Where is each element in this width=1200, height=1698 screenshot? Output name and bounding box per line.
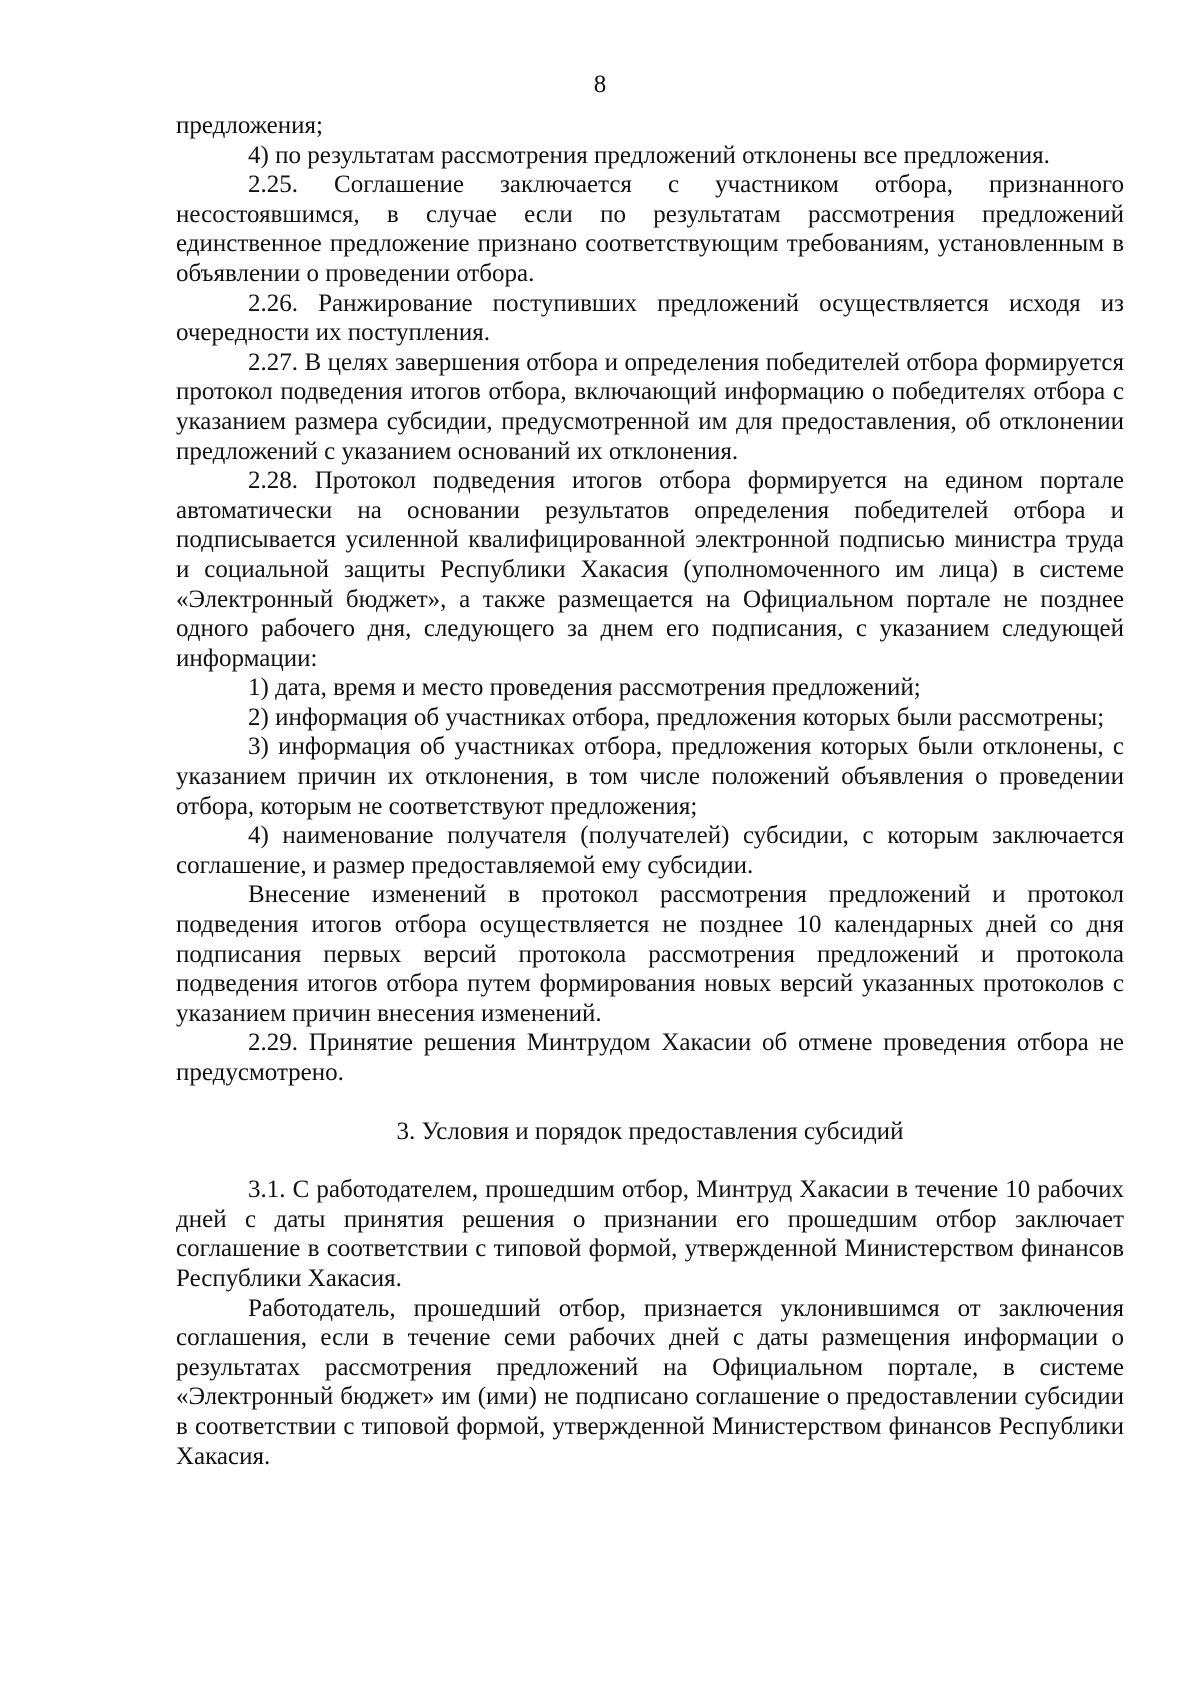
- document-body: [176, 111, 1124, 1471]
- paragraphs-before-heading: [176, 111, 1124, 1088]
- paragraph-continuation: предложения;: [176, 112, 323, 139]
- section-heading: 3. Условия и порядок предоставления субсидий: [396, 1117, 904, 1145]
- clause-2-25: 2.25. Соглашение заключается с участником отбора, признанного несостоявшимся, в случае если по результатам рассмотрения предложений единственное предложение признано соответствующим требованиям, установленным в объявлении о проведении отбора.: [176, 171, 1124, 287]
- list-item-4-recipient: 4) наименование получателя (получателей) субсидии, с которым заключается соглашение, и размер предоставляемой ему субсидии.: [176, 822, 1124, 879]
- clause-2-26: 2.26. Ранжирование поступивших предложений осуществляется исходя из очередности их поступления.: [176, 289, 1124, 347]
- list-item-4-all-rejected: 4) по результатам рассмотрения предложений отклонены все предложения.: [248, 141, 1050, 169]
- clause-2-28: 2.28. Протокол подведения итогов отбора формируется на едином портале автоматически на основании результатов определения победителей отбора и подписывается усиленной квалифицированной электронной подписью министра труда и социальной защиты Республики Хакасия (уполномоченного им лица) в системе «Электронный бюджет», а также размещается на Официальном портале не позднее одного рабочего дня, следующего за днем его подписания, с указанием следующей информации:: [176, 467, 1124, 672]
- clause-3-1: 3.1. С работодателем, прошедшим отбор, Минтруд Хакасии в течение 10 рабочих дней с даты принятия решения о признании его прошедшим отбор заключает соглашение в соответствии с типовой формой, утвержденной Министерством финансов Республики Хакасия.: [176, 1176, 1124, 1292]
- list-item-2-considered: 2) информация об участниках отбора, предложения которых были рассмотрены;: [248, 703, 1105, 731]
- paragraph-evasion: Работодатель, прошедший отбор, признается уклонившимся от заключения соглашения, если в течение семи рабочих дней с даты размещения информации о результатах рассмотрения предложений на Официальном портале, в системе «Электронный бюджет» им (ими) не подписано соглашение о предоставлении субсидии в соответствии с типовой формой, утвержденной Министерством финансов Республики Хакасия.: [176, 1294, 1124, 1470]
- list-item-3-rejected: 3) информация об участниках отбора, предложения которых были отклонены, с указанием причин их отклонения, в том числе положений объявления о проведении отбора, которым не соответствуют предложения;: [176, 733, 1124, 820]
- clause-2-29: 2.29. Принятие решения Минтрудом Хакасии об отмене проведения отбора не предусмотрено.: [176, 1029, 1124, 1086]
- paragraphs-after-heading: [176, 1175, 1124, 1471]
- clause-2-27: 2.27. В целях завершения отбора и определения победителей отбора формируется протокол подведения итогов отбора, включающий информацию о победителях отбора с указанием размера субсидии, предусмотренной им для предоставления, об отклонении предложений с указанием оснований их отклонения.: [176, 348, 1124, 465]
- paragraph-protocol-changes: Внесение изменений в протокол рассмотрения предложений и протокол подведения итогов отбора осуществляется не позднее 10 календарных дней со дня подписания первых версий протокола рассмотрения предложений и протокола подведения итогов отбора путем формирования новых версий указанных протоколов с указанием причин внесения изменений.: [176, 881, 1124, 1027]
- page-number: 8: [593, 71, 607, 98]
- list-item-1-date-time-place: 1) дата, время и место проведения рассмотрения предложений;: [248, 674, 921, 702]
